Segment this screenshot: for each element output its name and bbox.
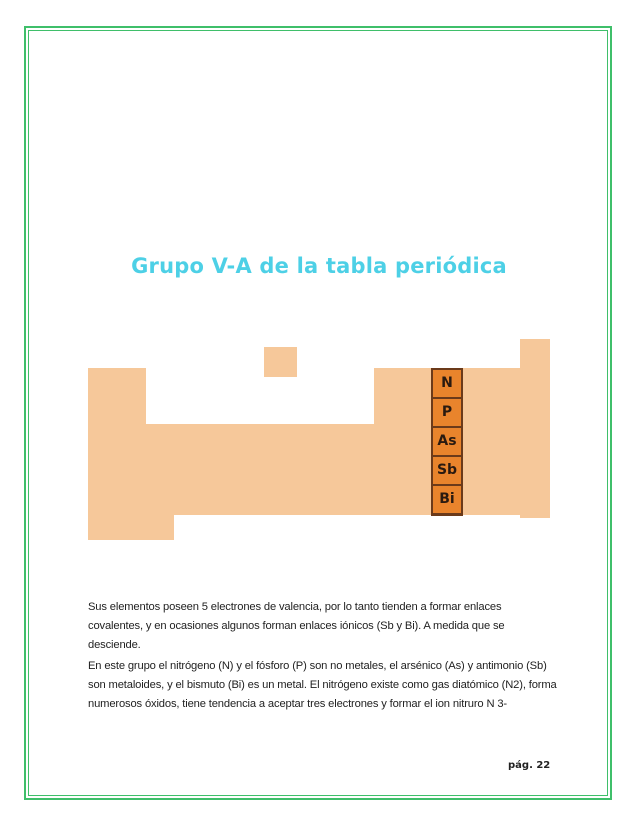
page-number: pág. 22 [508,760,551,771]
paragraph-properties: En este grupo el nitrógeno (N) y el fósforo (P) son no metales, el arsénico (As) y antimonio (Sb) son metaloides, y el bismuto (Bi) es un metal. El nitrógeno existe como gas diatómico (N2), forma numerosos óxidos, tiene tendencia a aceptar tres electrones y formar el ion nitruro N 3- [88,660,557,710]
page-title: Grupo V-A de la tabla periódica [131,254,507,278]
element-cell-sb: Sb [433,457,461,484]
element-cell-bi: Bi [433,486,461,513]
paragraph-valence: Sus elementos poseen 5 electrones de valencia, por lo tanto tienden a formar enlaces covalentes, y en ocasiones algunos forman enlaces iónicos (Sb y Bi). A medida que se desciende. [88,601,505,651]
table-block-d [146,424,546,515]
table-block-p-right [520,368,550,518]
group-va-column [431,368,463,516]
element-cell-n: N [433,370,461,397]
table-block-helium [520,339,550,369]
table-block-bottom [88,515,174,540]
table-block-hydrogen [264,347,297,377]
element-cell-p: P [433,399,461,426]
element-cell-as: As [433,428,461,455]
